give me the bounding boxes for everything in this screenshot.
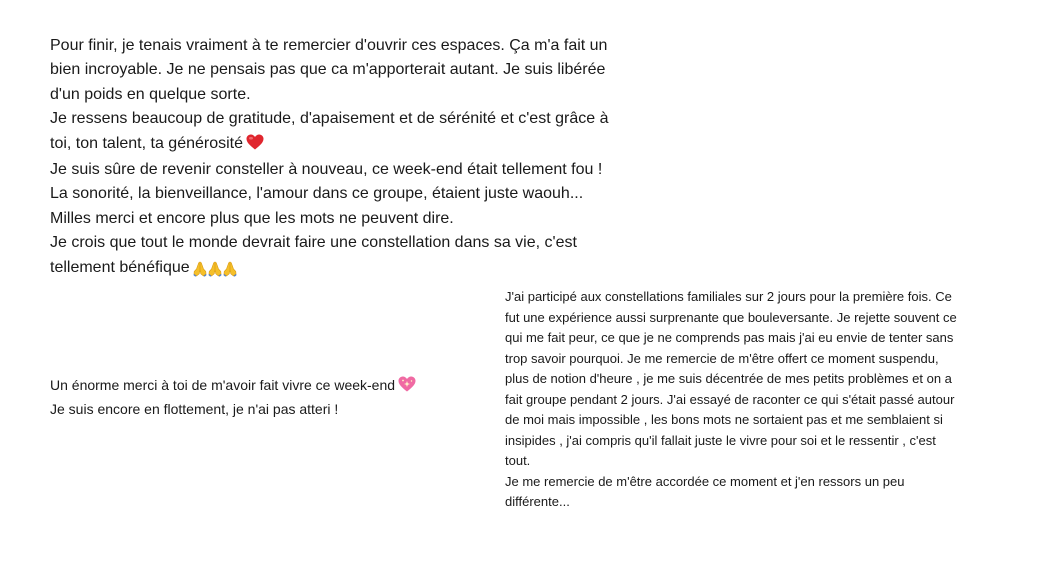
testimonial-line: J'ai participé aux constellations familiales sur 2 jours pour la première fois. Ce	[505, 289, 952, 304]
testimonial-line-with-emoji	[50, 374, 416, 398]
testimonial-line: insipides , j'ai compris qu'il fallait juste le vivre pour soi et le ressentir , c'est	[505, 432, 936, 448]
testimonial-line: fut une expérience aussi surprenante que bouleversante. Je rejette souvent ce	[505, 309, 957, 325]
testimonial-line: de moi mais impossible , les bons mots ne sortaient pas et me semblaient si	[505, 412, 943, 427]
testimonial-line: Je ressens beaucoup de gratitude, d'apaisement et de sérénité et c'est grâce à	[50, 110, 609, 128]
praying-hands-icon	[223, 261, 237, 277]
testimonial-line-text: tellement bénéfique	[50, 258, 190, 276]
testimonial-line: plus de notion d'heure , je me suis décentrée de mes petits problèmes et on a	[505, 371, 952, 386]
testimonial-2	[50, 374, 416, 420]
testimonial-line: différente...	[505, 494, 570, 509]
testimonial-line: d'un poids en quelque sorte.	[50, 85, 251, 103]
testimonial-line: qui me fait peur, ce que je ne comprends pas mais j'ai eu envie de tenter sans	[505, 330, 954, 345]
testimonial-line: Je crois que tout le monde devrait faire une constellation dans sa vie, c'est	[50, 234, 577, 252]
testimonial-line-with-emoji	[50, 132, 608, 158]
testimonial-line: Pour finir, je tenais vraiment à te remercier d'ouvrir ces espaces. Ça m'a fait un	[50, 37, 608, 54]
testimonial-line: bien incroyable. Je ne pensais pas que ca m'apporterait autant. Je suis libérée	[50, 61, 606, 79]
testimonial-line: trop savoir pourquoi. Je me remercie de m'être offert ce moment suspendu,	[505, 350, 939, 366]
testimonial-line: Je me remercie de m'être accordée ce moment et j'en ressors un peu	[505, 473, 905, 489]
testimonial-3	[505, 287, 957, 513]
praying-hands-icon	[208, 261, 222, 277]
testimonial-line-text: Un énorme merci à toi de m'avoir fait vivre ce week-end	[50, 377, 396, 393]
sparkling-heart-icon	[398, 376, 416, 398]
testimonial-line: Je suis sûre de revenir consteller à nouveau, ce week-end était tellement fou !	[50, 161, 603, 179]
testimonial-line: tout.	[505, 453, 531, 468]
testimonial-line-with-emoji	[50, 256, 608, 282]
testimonial-line: Je suis encore en flottement, je n'ai pas atteri !	[50, 401, 339, 417]
testimonial-line-text: toi, ton talent, ta générosité	[50, 134, 244, 152]
praying-hands-icon	[193, 261, 207, 277]
praying-hands-group	[193, 258, 238, 282]
testimonial-line: fait groupe pendant 2 jours. J'ai essayé de raconter ce qui s'était passé autour	[505, 391, 955, 407]
testimonial-line: Milles merci et encore plus que les mots ne peuvent dire.	[50, 209, 454, 227]
red-heart-icon	[246, 134, 264, 158]
testimonial-1	[50, 34, 608, 282]
testimonial-line: La sonorité, la bienveillance, l'amour dans ce groupe, étaient juste waouh...	[50, 185, 584, 203]
